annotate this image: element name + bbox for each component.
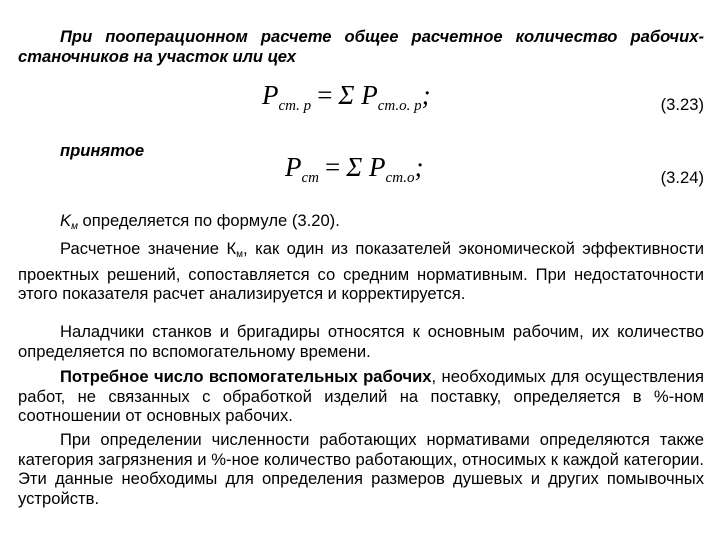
formula1-rhs: P — [361, 80, 378, 110]
intro-paragraph — [18, 27, 704, 66]
accepted-label: принятое — [60, 141, 145, 160]
formula1-lhs: P — [262, 80, 279, 110]
paragraph-km-formula — [18, 211, 704, 237]
formula1-rhs-sub: ст.о. р — [377, 98, 422, 114]
auxiliary-workers-term: Потребное число вспомогательных рабочих — [60, 367, 432, 386]
equation-number-3-24: (3.24) — [660, 168, 704, 187]
paragraph-adjusters: Наладчики станков и бригадиры относятся к основным рабочим, их количество определяется по вспомогательному времени. — [18, 322, 704, 361]
paragraph-km-value: Расчетное значение $К_м$, как один из показателей экономической эффективности проектных решений, сопоставляется со средним нормативным. При недостаточности этого показателя расчет анализируется и корректируется. — [18, 239, 704, 303]
formula-3-24 — [285, 152, 423, 187]
equation-number-3-23: (3.23) — [660, 95, 704, 114]
intro-text: При пооперационном расчете общее расчетное количество рабочих-станочников на участок или цех — [18, 27, 704, 66]
formula2-rhs: P — [369, 152, 386, 182]
formula2-rhs-sub: ст.о — [385, 170, 415, 186]
formula2-lhs-sub: ст — [301, 170, 319, 186]
km-text: определяется по формуле (3.20). — [77, 211, 340, 230]
km-symbol: K — [60, 211, 72, 230]
formula1-eq: = — [317, 80, 333, 110]
formula1-lhs-sub: ст. р — [278, 98, 312, 114]
formula1-end: ; — [421, 80, 431, 110]
km-symbol-sub: м — [71, 221, 78, 232]
formula-3-23 — [262, 80, 431, 115]
formula2-eq: = — [325, 152, 341, 182]
formula2-end: ; — [414, 152, 424, 182]
formula2-lhs: P — [285, 152, 302, 182]
formula1-sum: Σ — [338, 80, 355, 110]
formula2-sum: Σ — [346, 152, 363, 182]
paragraph-auxiliary-workers: Потребное число вспомогательных рабочих, необходимых для осуществления работ, не связанных с обработкой изделий на поставку, определяется в %-ном соотношении от основных рабочих. — [18, 367, 704, 425]
paragraph-norms: При определении численности работающих нормативами определяются также категория загрязнения и %-ное количество работающих, относимых к каждой категории. Эти данные необходимы для определения размеров душевых и других помывочных устройств. — [18, 430, 704, 508]
